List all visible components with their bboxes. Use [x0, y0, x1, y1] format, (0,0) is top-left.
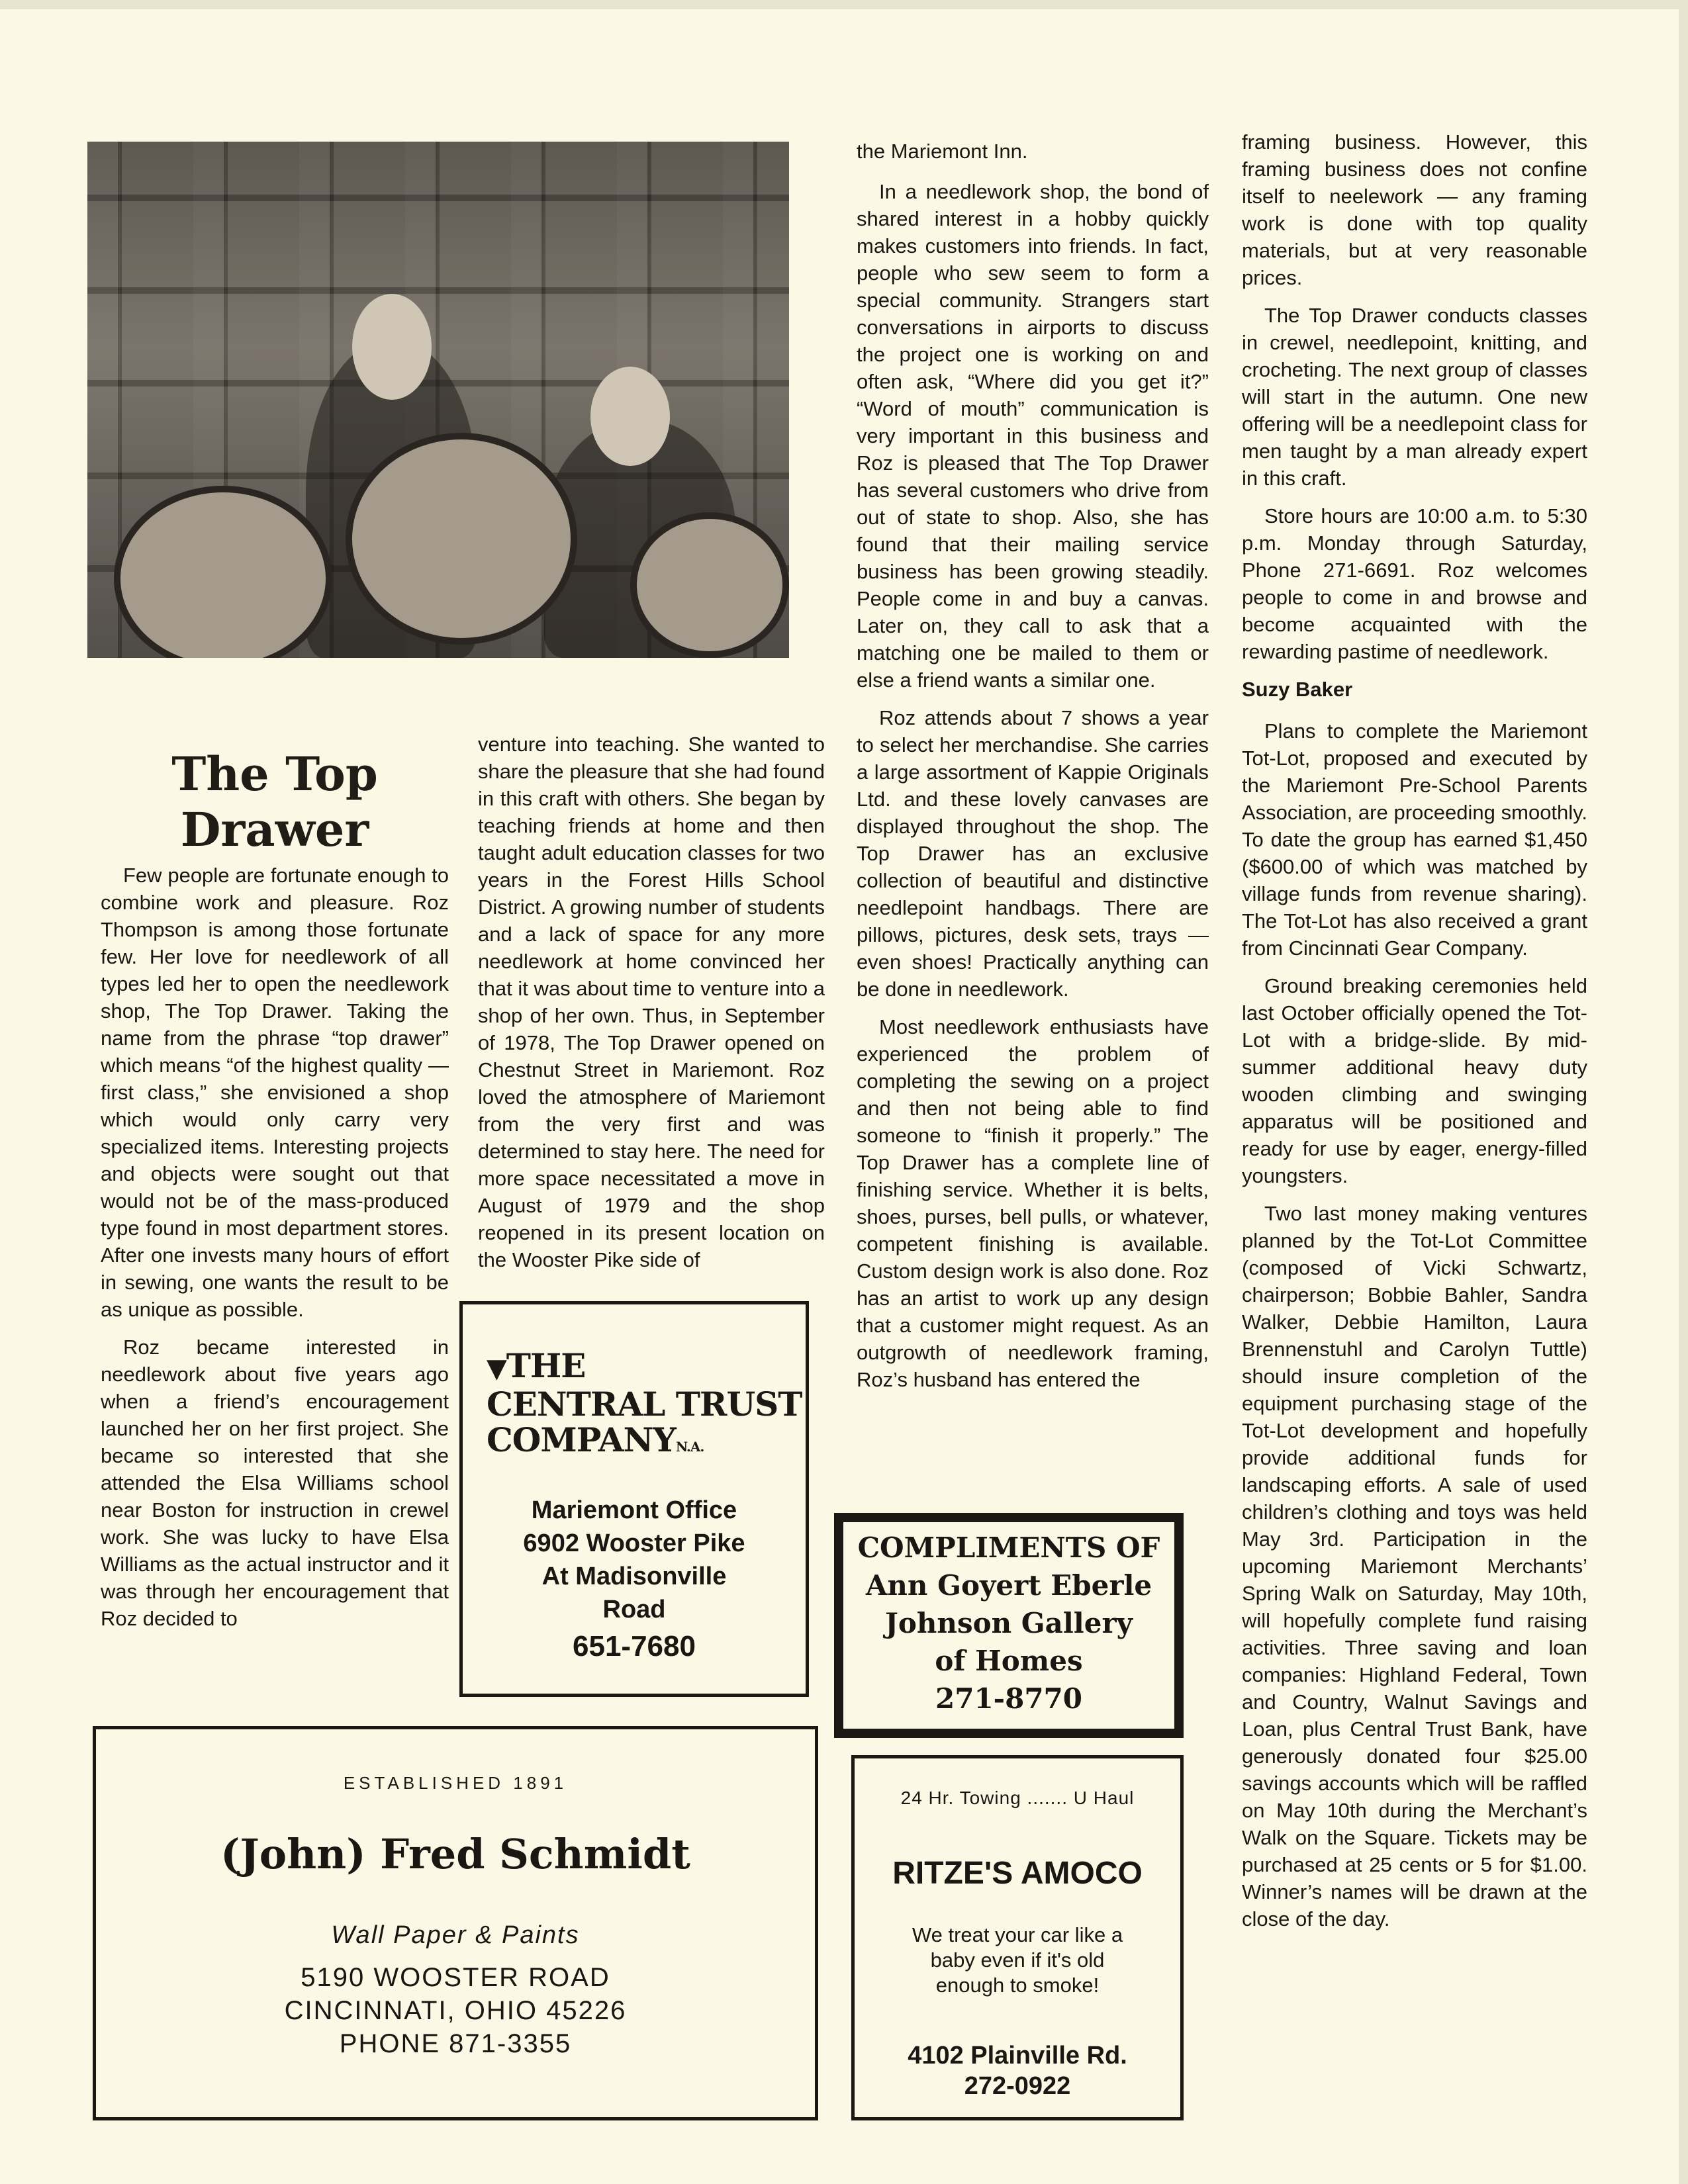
paragraph: Two last money making ventures planned by the Tot-Lot Committee (composed of Vicki Schwartz, chairperson; Bobbie Bahler, Sandra Walker, Debbie Hamilton, Laura Brennenstuhl and Carolyn Tuttle) should insure completion of the equipment purchasing stage of the Tot-Lot development and hopefully provide additional funds for landscaping efforts. A sale of used children’s clothing and toys was held May 3rd. Participation in the upcoming Mariemont Merchants’ Spring Walk on Saturday, May 10th, will hopefully complete fund raising activities. Three saving and loan companies: Highland Federal, Town and Country, Walnut Savings and Loan, plus Central Trust Bank, have generously donated four $25.00 savings accounts which will be raffled on May 10th during the Merchant’s Walk on the Square. Tickets may be purchased at 25 cents or 5 for $1.00. Winner’s names will be drawn at the close of the day.: [1242, 1202, 1587, 1931]
article-photo: [87, 142, 789, 658]
triangle-logo-icon: ▼: [487, 1353, 506, 1384]
established: ESTABLISHED 1891: [343, 1773, 568, 1793]
ritze-amoco-ad: 24 Hr. Towing ....... U Haul RITZE'S AMOCO We treat your car like a baby even if it's old enough to smoke! 4102 Plainville Rd. 272-0922: [851, 1755, 1184, 2120]
schmidt-ad: [93, 1726, 818, 2120]
article-column-3: [857, 138, 1209, 1404]
article-headline: The Top Drawer: [171, 747, 378, 857]
slogan: We treat your car like a baby even if it's old enough to smoke!: [912, 1923, 1123, 1997]
bank-address: Mariemont Office 6902 Wooster Pike At Madisonville Road 651-7680: [523, 1496, 745, 1662]
paragraph: Few people are fortunate enough to combine work and pleasure. Roz Thompson is among those fortunate few. Her love for needlework of all types led her to open the needlework shop, The Top Drawer. Taking the name from the phrase “top drawer” which means “of the highest quality — first class,” she envisioned a shop which would only carry very specialized items. Interesting projects and objects were sought out that would not be of the mass-produced type found in most department stores. After one invests many hours of effort in sewing, one wants the result to be as unique as possible.: [101, 864, 449, 1321]
paragraph: Roz became interested in needlework about five years ago when a friend’s encouragement launched her on her first project. She became so interested that she attended the Elsa Williams school near Boston for instruction in crewel work. She was lucky to have Elsa Williams as the actual instructor and it was through her encouragement that Roz decided to: [101, 1336, 449, 1630]
article-column-4: [1242, 128, 1587, 1943]
paragraph: In a needlework shop, the bond of shared interest in a hobby quickly makes customers into friends. In fact, people who sew seem to form a special community. Strangers start conversations in airports to discuss the project one is working on and often ask, “Where did you get it?” “Word of mouth” communication is very important in this business and Roz is pleased that The Top Drawer has several customers who drive from out of state to shop. Also, she has found that their mailing service business has been growing steadily. People come in and buy a canvas. Later on, they call to ask that a matching one be mailed to them or else a friend wants a similar one.: [857, 180, 1209, 692]
article-column-1: [101, 862, 449, 1643]
tagline: Wall Paper & Paints: [331, 1921, 580, 1949]
paragraph: Roz attends about 7 shows a year to select her merchandise. She carries a large assortment of Kappie Originals Ltd. and these lovely canvases are displayed throughout the shop. The Top Drawer has an exclusive collection of beautiful and distinctive needlepoint handbags. There are pillows, pictures, desk sets, trays — even shoes! Practically anything can be done in needlework.: [857, 706, 1209, 1001]
eberle-ad: COMPLIMENTS OF Ann Goyert Eberle Johnson Gallery of Homes 271-8770: [834, 1513, 1184, 1738]
paragraph-continued: the Mariemont Inn.: [857, 140, 1028, 163]
byline: Suzy Baker: [1242, 678, 1353, 701]
page-edge-top: [0, 0, 1688, 9]
business-name: (John) Fred Schmidt: [220, 1830, 690, 1878]
paragraph: Ground breaking ceremonies held last October officially opened the Tot-Lot with a bridge-slide. By mid-summer additional heavy duty wooden climbing and swinging apparatus will be positioned and ready for use by eager, energy-filled youngsters.: [1242, 974, 1587, 1187]
paragraph: framing business. However, this framing business does not confine itself to neelework — any framing work is done with top quality materials, but at very reasonable prices.: [1242, 130, 1587, 289]
business-name: RITZE'S AMOCO: [892, 1856, 1143, 1891]
page-edge-right: [1679, 0, 1688, 2184]
bank-logo: ▼THE CENTRAL TRUST COMPANYN.A.: [487, 1346, 802, 1459]
paragraph: Most needlework enthusiasts have experienced the problem of completing the sewing on a project and then not being able to find someone to “finish it properly.” The Top Drawer has a complete line of finishing service. Whether it is belts, shoes, purses, bell pulls, or whatever, competent finishing is available. Custom design work is also done. Roz has an artist to work up any design that a customer might request. As an outgrowth of needlework framing, Roz’s husband has entered the: [857, 1015, 1209, 1391]
article-column-2: [478, 731, 825, 1284]
central-trust-ad: [459, 1301, 809, 1697]
address: 5190 WOOSTER ROAD CINCINNATI, OHIO 45226 PHONE 871-3355: [284, 1963, 627, 2058]
paragraph: venture into teaching. She wanted to share the pleasure that she had found in this craft with others. She began by teaching friends at home and then taught adult education classes for two years in the Forest Hills School District. A growing number of students and a lack of space for any more needlework at home convinced her that it was about time to venture into a shop of her own. Thus, in September of 1978, The Top Drawer opened on Chestnut Street in Mariemont. Roz loved the atmosphere of Mariemont from the very first and was determined to stay here. The need for more space necessitated a move in August of 1979 and the shop reopened in its present location on the Wooster Pike side of: [478, 733, 825, 1271]
paragraph: Plans to complete the Mariemont Tot-Lot, proposed and executed by the Mariemont Pre-School Parents Association, are proceeding smoothly. To date the group has earned $1,450 ($600.00 of which was matched by village funds from revenue sharing). The Tot-Lot has also received a grant from Cincinnati Gear Company.: [1242, 719, 1587, 960]
paragraph: Store hours are 10:00 a.m. to 5:30 p.m. Monday through Saturday, Phone 271-6691. Roz welcomes people to come in and browse and become acquainted with the rewarding pastime of needlework.: [1242, 504, 1587, 663]
paragraph: The Top Drawer conducts classes in crewel, needlepoint, knitting, and crocheting. The next group of classes will start in the autumn. One new offering will be a needlepoint class for men taught by a man already expert in this craft.: [1242, 304, 1587, 490]
